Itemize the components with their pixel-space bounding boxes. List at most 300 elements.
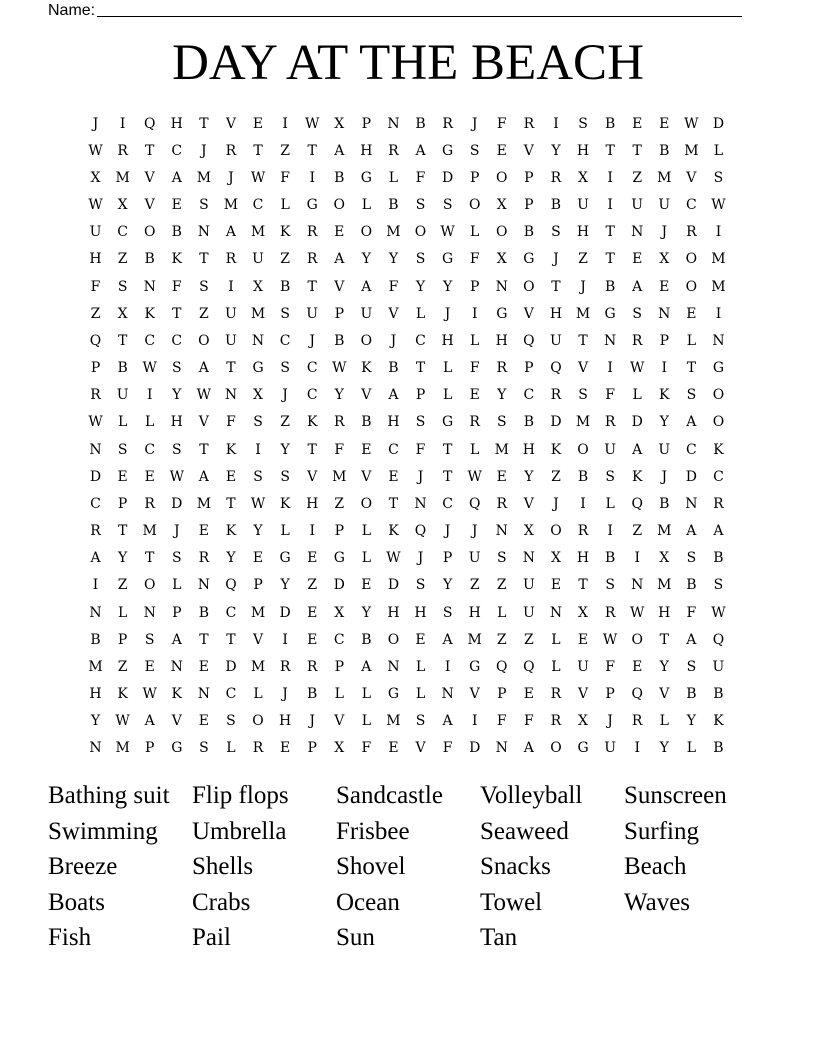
- grid-letter[interactable]: F: [334, 441, 345, 458]
- grid-letter[interactable]: C: [171, 142, 183, 159]
- grid-letter[interactable]: G: [442, 251, 454, 268]
- grid-letter[interactable]: Q: [225, 577, 237, 594]
- grid-letter[interactable]: Q: [143, 115, 156, 132]
- grid-letter[interactable]: Z: [280, 142, 290, 159]
- grid-letter[interactable]: R: [604, 604, 616, 621]
- grid-letter[interactable]: F: [171, 278, 182, 295]
- grid-letter[interactable]: R: [631, 713, 643, 730]
- grid-letter[interactable]: O: [333, 197, 346, 214]
- grid-letter[interactable]: Q: [550, 360, 562, 377]
- grid-letter[interactable]: P: [144, 740, 155, 757]
- grid-letter[interactable]: K: [279, 495, 291, 512]
- grid-letter[interactable]: V: [415, 740, 426, 757]
- grid-letter[interactable]: J: [444, 523, 451, 540]
- grid-letter[interactable]: D: [279, 604, 291, 621]
- grid-letter[interactable]: X: [117, 305, 128, 322]
- grid-letter[interactable]: B: [659, 142, 670, 159]
- grid-letter[interactable]: V: [523, 495, 534, 512]
- grid-letter[interactable]: D: [550, 414, 562, 431]
- grid-letter[interactable]: P: [524, 169, 534, 186]
- grid-letter[interactable]: B: [713, 686, 724, 703]
- grid-letter[interactable]: Z: [307, 577, 318, 594]
- grid-letter[interactable]: Z: [524, 631, 534, 648]
- grid-letter[interactable]: Z: [496, 631, 507, 648]
- grid-letter[interactable]: P: [361, 115, 372, 132]
- grid-letter[interactable]: H: [414, 604, 427, 621]
- grid-letter[interactable]: L: [226, 740, 236, 757]
- grid-letter[interactable]: U: [306, 305, 319, 322]
- grid-letter[interactable]: M: [115, 740, 130, 757]
- grid-letter[interactable]: K: [225, 441, 237, 458]
- grid-letter[interactable]: F: [605, 658, 615, 675]
- grid-letter[interactable]: B: [198, 604, 210, 621]
- grid-letter[interactable]: O: [360, 495, 373, 512]
- grid-letter[interactable]: O: [198, 332, 210, 349]
- grid-letter[interactable]: V: [523, 142, 534, 159]
- grid-letter[interactable]: H: [468, 604, 481, 621]
- grid-letter[interactable]: I: [282, 115, 288, 132]
- grid-letter[interactable]: O: [387, 631, 400, 648]
- grid-letter[interactable]: N: [197, 686, 210, 703]
- grid-letter[interactable]: Y: [686, 713, 696, 730]
- grid-letter[interactable]: N: [522, 550, 535, 567]
- grid-letter[interactable]: E: [388, 740, 399, 757]
- grid-letter[interactable]: T: [686, 360, 697, 377]
- grid-letter[interactable]: N: [197, 577, 210, 594]
- grid-letter[interactable]: E: [198, 523, 209, 540]
- grid-letter[interactable]: W: [386, 550, 401, 567]
- grid-letter[interactable]: R: [550, 713, 562, 730]
- grid-letter[interactable]: N: [631, 224, 644, 241]
- grid-letter[interactable]: W: [305, 115, 320, 132]
- grid-letter[interactable]: H: [658, 604, 671, 621]
- grid-letter[interactable]: F: [226, 414, 236, 431]
- grid-letter[interactable]: A: [523, 740, 534, 757]
- grid-letter[interactable]: U: [522, 577, 535, 594]
- grid-letter[interactable]: S: [415, 713, 426, 730]
- grid-letter[interactable]: V: [334, 278, 345, 295]
- grid-letter[interactable]: B: [686, 686, 697, 703]
- grid-letter[interactable]: A: [334, 142, 345, 159]
- grid-letter[interactable]: C: [442, 495, 453, 512]
- grid-letter[interactable]: W: [88, 197, 103, 214]
- grid-letter[interactable]: R: [442, 115, 453, 132]
- grid-letter[interactable]: C: [333, 631, 345, 648]
- grid-letter[interactable]: I: [471, 713, 478, 730]
- grid-letter[interactable]: Z: [632, 523, 643, 540]
- grid-letter[interactable]: T: [199, 251, 209, 268]
- grid-letter[interactable]: L: [551, 658, 561, 675]
- grid-letter[interactable]: G: [712, 360, 725, 377]
- grid-letter[interactable]: F: [90, 278, 101, 295]
- grid-letter[interactable]: G: [496, 305, 508, 322]
- grid-letter[interactable]: M: [711, 251, 726, 268]
- grid-letter[interactable]: U: [658, 441, 671, 458]
- grid-letter[interactable]: P: [442, 550, 453, 567]
- grid-letter[interactable]: R: [198, 550, 210, 567]
- grid-letter[interactable]: S: [605, 577, 615, 594]
- grid-letter[interactable]: U: [252, 251, 264, 268]
- grid-letter[interactable]: Y: [388, 251, 399, 268]
- grid-letter[interactable]: A: [361, 658, 372, 675]
- grid-letter[interactable]: E: [659, 115, 670, 132]
- grid-letter[interactable]: O: [550, 523, 562, 540]
- grid-letter[interactable]: G: [442, 414, 454, 431]
- grid-letter[interactable]: S: [578, 115, 588, 132]
- grid-letter[interactable]: S: [226, 713, 236, 730]
- grid-letter[interactable]: E: [388, 468, 399, 485]
- grid-letter[interactable]: Z: [199, 305, 209, 322]
- grid-letter[interactable]: Y: [117, 550, 128, 567]
- grid-letter[interactable]: S: [496, 414, 507, 431]
- grid-letter[interactable]: A: [225, 224, 237, 241]
- grid-letter[interactable]: X: [117, 197, 128, 214]
- grid-letter[interactable]: S: [253, 468, 263, 485]
- grid-letter[interactable]: I: [634, 740, 640, 757]
- grid-letter[interactable]: Y: [172, 387, 182, 404]
- grid-letter[interactable]: R: [279, 658, 291, 675]
- grid-letter[interactable]: M: [657, 169, 672, 186]
- grid-letter[interactable]: H: [522, 441, 535, 458]
- grid-letter[interactable]: A: [388, 387, 399, 404]
- grid-letter[interactable]: H: [360, 142, 373, 159]
- grid-letter[interactable]: Z: [578, 251, 588, 268]
- grid-letter[interactable]: A: [90, 550, 101, 567]
- grid-letter[interactable]: T: [145, 550, 155, 567]
- grid-letter[interactable]: N: [387, 658, 400, 675]
- grid-letter[interactable]: R: [225, 142, 237, 159]
- grid-letter[interactable]: M: [575, 414, 591, 431]
- grid-letter[interactable]: F: [496, 115, 507, 132]
- grid-letter[interactable]: P: [172, 604, 182, 621]
- grid-letter[interactable]: E: [280, 740, 291, 757]
- grid-letter[interactable]: J: [309, 332, 316, 349]
- grid-letter[interactable]: V: [171, 713, 182, 730]
- grid-letter[interactable]: L: [659, 713, 669, 730]
- grid-letter[interactable]: H: [495, 332, 508, 349]
- grid-letter[interactable]: M: [196, 169, 212, 186]
- grid-letter[interactable]: H: [576, 142, 590, 159]
- grid-letter[interactable]: J: [553, 251, 559, 268]
- grid-letter[interactable]: J: [282, 387, 288, 404]
- grid-letter[interactable]: D: [333, 577, 345, 594]
- grid-letter[interactable]: E: [361, 577, 372, 594]
- grid-letter[interactable]: U: [577, 658, 589, 675]
- grid-letter[interactable]: R: [496, 495, 508, 512]
- grid-letter[interactable]: Z: [117, 577, 128, 594]
- grid-letter[interactable]: S: [280, 360, 290, 377]
- grid-letter[interactable]: B: [523, 414, 535, 431]
- grid-letter[interactable]: A: [171, 169, 182, 186]
- grid-letter[interactable]: Q: [414, 523, 427, 540]
- grid-letter[interactable]: P: [334, 305, 344, 322]
- grid-letter[interactable]: L: [361, 523, 372, 540]
- grid-letter[interactable]: R: [90, 523, 101, 540]
- grid-letter[interactable]: U: [658, 197, 671, 214]
- grid-letter[interactable]: K: [171, 686, 183, 703]
- grid-letter[interactable]: X: [659, 251, 670, 268]
- grid-letter[interactable]: D: [631, 414, 643, 431]
- grid-letter[interactable]: O: [685, 278, 698, 295]
- grid-letter[interactable]: B: [713, 550, 724, 567]
- grid-letter[interactable]: Z: [469, 577, 480, 594]
- grid-letter[interactable]: Y: [524, 468, 534, 485]
- grid-letter[interactable]: Z: [280, 414, 290, 431]
- grid-letter[interactable]: E: [198, 713, 209, 730]
- grid-letter[interactable]: X: [90, 169, 101, 186]
- grid-letter[interactable]: M: [88, 658, 103, 675]
- grid-letter[interactable]: B: [550, 197, 562, 214]
- grid-letter[interactable]: G: [171, 740, 183, 757]
- grid-letter[interactable]: L: [334, 686, 344, 703]
- grid-letter[interactable]: E: [334, 224, 345, 241]
- grid-letter[interactable]: B: [604, 115, 616, 132]
- grid-letter[interactable]: P: [117, 631, 128, 648]
- grid-letter[interactable]: V: [659, 686, 670, 703]
- grid-letter[interactable]: U: [712, 658, 725, 675]
- grid-letter[interactable]: Y: [253, 523, 263, 540]
- grid-letter[interactable]: X: [334, 740, 345, 757]
- grid-letter[interactable]: M: [657, 577, 672, 594]
- grid-letter[interactable]: L: [442, 360, 453, 377]
- grid-letter[interactable]: S: [117, 278, 128, 295]
- grid-letter[interactable]: T: [307, 441, 317, 458]
- grid-letter[interactable]: R: [686, 224, 697, 241]
- grid-letter[interactable]: R: [306, 658, 318, 675]
- grid-letter[interactable]: U: [360, 305, 373, 322]
- grid-letter[interactable]: T: [605, 251, 615, 268]
- grid-letter[interactable]: U: [550, 332, 562, 349]
- grid-letter[interactable]: L: [280, 197, 290, 214]
- grid-letter[interactable]: V: [252, 631, 264, 648]
- grid-letter[interactable]: P: [415, 387, 426, 404]
- grid-letter[interactable]: D: [171, 495, 183, 512]
- grid-letter[interactable]: I: [228, 278, 234, 295]
- grid-letter[interactable]: P: [334, 523, 344, 540]
- grid-letter[interactable]: O: [360, 332, 373, 349]
- grid-letter[interactable]: G: [279, 550, 291, 567]
- grid-letter[interactable]: B: [577, 468, 589, 485]
- grid-letter[interactable]: P: [469, 169, 480, 186]
- grid-letter[interactable]: C: [144, 332, 156, 349]
- grid-letter[interactable]: G: [469, 658, 481, 675]
- grid-letter[interactable]: I: [715, 224, 722, 241]
- grid-letter[interactable]: S: [632, 305, 642, 322]
- grid-letter[interactable]: W: [440, 224, 455, 241]
- grid-letter[interactable]: S: [280, 468, 290, 485]
- grid-letter[interactable]: A: [144, 713, 155, 730]
- grid-letter[interactable]: I: [661, 360, 668, 377]
- grid-letter[interactable]: W: [711, 604, 726, 621]
- grid-letter[interactable]: Y: [226, 550, 236, 567]
- grid-letter[interactable]: F: [469, 360, 480, 377]
- grid-letter[interactable]: M: [142, 523, 157, 540]
- grid-letter[interactable]: E: [632, 251, 643, 268]
- grid-letter[interactable]: V: [469, 686, 480, 703]
- grid-letter[interactable]: H: [89, 251, 102, 268]
- grid-letter[interactable]: W: [467, 468, 482, 485]
- grid-letter[interactable]: U: [225, 332, 237, 349]
- grid-letter[interactable]: Z: [280, 251, 290, 268]
- grid-letter[interactable]: F: [388, 278, 399, 295]
- grid-letter[interactable]: X: [334, 115, 345, 132]
- grid-letter[interactable]: B: [117, 360, 128, 377]
- grid-letter[interactable]: T: [307, 278, 317, 295]
- grid-letter[interactable]: L: [551, 631, 561, 648]
- grid-letter[interactable]: M: [657, 523, 672, 540]
- grid-letter[interactable]: O: [143, 577, 156, 594]
- grid-letter[interactable]: R: [306, 224, 318, 241]
- grid-letter[interactable]: J: [661, 468, 668, 485]
- grid-letter[interactable]: T: [226, 495, 236, 512]
- grid-letter[interactable]: A: [361, 278, 372, 295]
- grid-letter[interactable]: W: [142, 686, 157, 703]
- grid-letter[interactable]: X: [253, 278, 264, 295]
- grid-letter[interactable]: H: [387, 414, 400, 431]
- grid-letter[interactable]: S: [253, 414, 263, 431]
- grid-letter[interactable]: G: [604, 305, 616, 322]
- grid-letter[interactable]: Q: [712, 631, 725, 648]
- grid-letter[interactable]: T: [578, 577, 588, 594]
- grid-letter[interactable]: R: [252, 740, 264, 757]
- grid-letter[interactable]: S: [442, 197, 453, 214]
- grid-letter[interactable]: J: [201, 142, 207, 159]
- grid-letter[interactable]: O: [577, 441, 589, 458]
- grid-letter[interactable]: B: [334, 169, 345, 186]
- grid-letter[interactable]: R: [713, 495, 724, 512]
- grid-letter[interactable]: F: [496, 713, 507, 730]
- grid-letter[interactable]: C: [225, 604, 237, 621]
- grid-letter[interactable]: T: [226, 631, 236, 648]
- grid-letter[interactable]: C: [686, 197, 697, 214]
- grid-letter[interactable]: K: [279, 224, 291, 241]
- grid-letter[interactable]: Y: [90, 713, 101, 730]
- grid-letter[interactable]: E: [171, 197, 182, 214]
- grid-letter[interactable]: S: [578, 387, 588, 404]
- grid-letter[interactable]: B: [388, 360, 399, 377]
- grid-letter[interactable]: X: [550, 550, 561, 567]
- grid-letter[interactable]: T: [199, 441, 209, 458]
- grid-letter[interactable]: V: [577, 360, 589, 377]
- grid-letter[interactable]: F: [442, 740, 453, 757]
- grid-letter[interactable]: G: [333, 550, 345, 567]
- grid-letter[interactable]: E: [632, 658, 643, 675]
- grid-letter[interactable]: S: [171, 360, 182, 377]
- grid-letter[interactable]: L: [388, 169, 399, 186]
- grid-letter[interactable]: L: [361, 197, 372, 214]
- grid-letter[interactable]: S: [442, 604, 453, 621]
- grid-letter[interactable]: M: [494, 441, 509, 458]
- grid-letter[interactable]: E: [496, 468, 507, 485]
- grid-letter[interactable]: B: [415, 115, 426, 132]
- grid-letter[interactable]: G: [442, 142, 454, 159]
- grid-letter[interactable]: S: [199, 740, 209, 757]
- grid-letter[interactable]: I: [607, 523, 613, 540]
- grid-letter[interactable]: L: [280, 523, 290, 540]
- grid-letter[interactable]: P: [524, 197, 534, 214]
- grid-letter[interactable]: T: [226, 360, 236, 377]
- grid-letter[interactable]: L: [361, 713, 372, 730]
- grid-letter[interactable]: S: [415, 577, 426, 594]
- grid-letter[interactable]: T: [659, 631, 669, 648]
- grid-letter[interactable]: X: [578, 604, 589, 621]
- grid-letter[interactable]: A: [686, 414, 697, 431]
- grid-letter[interactable]: K: [225, 523, 237, 540]
- grid-letter[interactable]: O: [496, 169, 508, 186]
- grid-letter[interactable]: R: [144, 495, 155, 512]
- grid-letter[interactable]: R: [117, 142, 128, 159]
- grid-letter[interactable]: X: [334, 604, 345, 621]
- grid-letter[interactable]: B: [686, 577, 697, 594]
- grid-letter[interactable]: J: [228, 169, 234, 186]
- grid-letter[interactable]: T: [388, 495, 399, 512]
- grid-letter[interactable]: M: [196, 495, 212, 512]
- grid-letter[interactable]: V: [225, 115, 237, 132]
- grid-letter[interactable]: P: [659, 332, 669, 349]
- grid-letter[interactable]: B: [388, 197, 399, 214]
- grid-letter[interactable]: R: [631, 332, 643, 349]
- grid-letter[interactable]: A: [415, 142, 426, 159]
- grid-letter[interactable]: U: [604, 740, 617, 757]
- grid-letter[interactable]: D: [89, 468, 102, 485]
- grid-letter[interactable]: L: [442, 387, 453, 404]
- grid-letter[interactable]: X: [253, 387, 264, 404]
- grid-letter[interactable]: R: [469, 414, 480, 431]
- grid-letter[interactable]: U: [604, 441, 617, 458]
- grid-letter[interactable]: I: [92, 577, 99, 594]
- grid-letter[interactable]: S: [686, 658, 697, 675]
- grid-letter[interactable]: S: [713, 169, 724, 186]
- grid-letter[interactable]: I: [607, 197, 613, 214]
- grid-letter[interactable]: S: [551, 224, 561, 241]
- grid-letter[interactable]: R: [523, 115, 535, 132]
- grid-letter[interactable]: S: [686, 387, 697, 404]
- grid-letter[interactable]: J: [173, 523, 180, 540]
- grid-letter[interactable]: W: [630, 360, 645, 377]
- grid-letter[interactable]: Z: [117, 251, 128, 268]
- grid-letter[interactable]: M: [467, 631, 482, 648]
- grid-letter[interactable]: L: [117, 414, 128, 431]
- grid-letter[interactable]: O: [252, 713, 264, 730]
- grid-letter[interactable]: L: [415, 305, 426, 322]
- grid-letter[interactable]: H: [549, 305, 563, 322]
- grid-letter[interactable]: Y: [442, 278, 453, 295]
- grid-letter[interactable]: L: [361, 686, 372, 703]
- grid-letter[interactable]: E: [469, 387, 480, 404]
- grid-letter[interactable]: I: [607, 360, 613, 377]
- grid-letter[interactable]: M: [250, 224, 266, 241]
- grid-letter[interactable]: N: [603, 332, 617, 349]
- grid-letter[interactable]: M: [711, 278, 726, 295]
- grid-letter[interactable]: M: [575, 305, 591, 322]
- grid-letter[interactable]: T: [117, 332, 128, 349]
- grid-letter[interactable]: E: [252, 550, 264, 567]
- grid-letter[interactable]: Q: [631, 495, 643, 512]
- grid-letter[interactable]: K: [659, 387, 670, 404]
- grid-letter[interactable]: U: [116, 387, 129, 404]
- grid-letter[interactable]: J: [471, 115, 478, 132]
- grid-letter[interactable]: V: [307, 468, 318, 485]
- grid-letter[interactable]: E: [144, 468, 155, 485]
- grid-letter[interactable]: J: [390, 332, 397, 349]
- grid-letter[interactable]: A: [442, 713, 453, 730]
- grid-letter[interactable]: V: [361, 387, 372, 404]
- grid-letter[interactable]: U: [522, 604, 535, 621]
- grid-letter[interactable]: L: [415, 686, 426, 703]
- grid-letter[interactable]: S: [496, 550, 507, 567]
- grid-letter[interactable]: B: [90, 631, 101, 648]
- grid-letter[interactable]: N: [414, 495, 427, 512]
